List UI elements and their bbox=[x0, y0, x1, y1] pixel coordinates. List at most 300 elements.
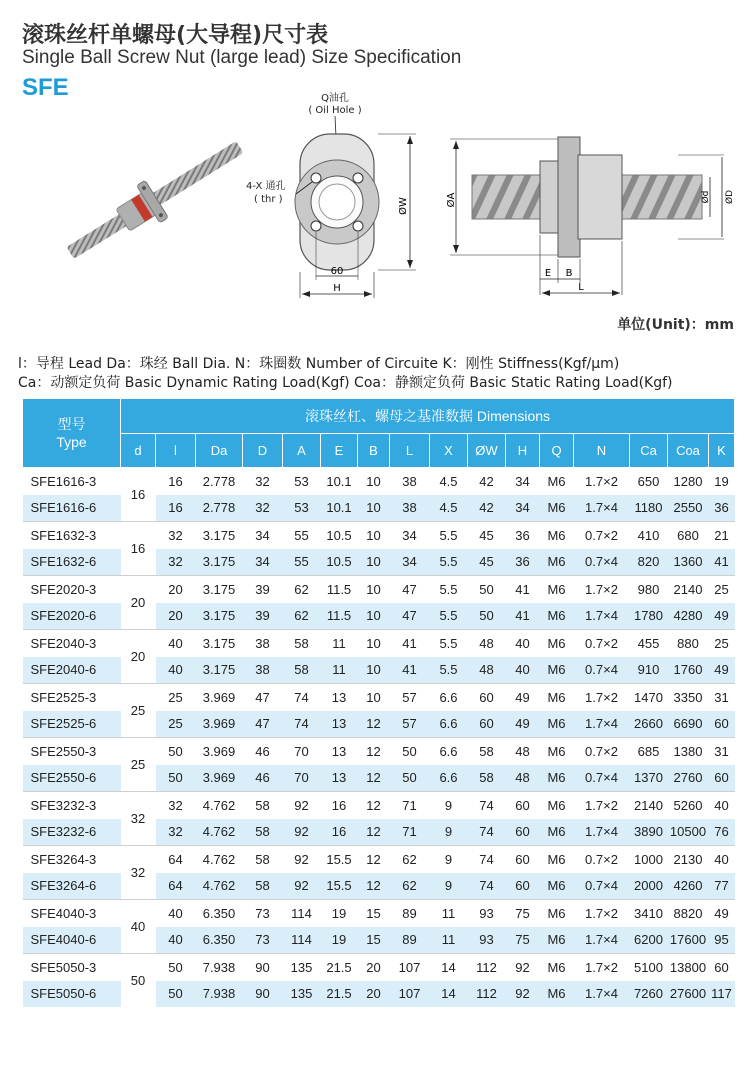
value-cell-a: 55 bbox=[283, 522, 321, 549]
table-row bbox=[23, 576, 735, 603]
type-header: 型号 Type bbox=[23, 399, 121, 468]
value-cell-q: M6 bbox=[540, 468, 574, 495]
value-cell-w: 60 bbox=[468, 684, 506, 711]
value-cell-coa: 1280 bbox=[668, 468, 709, 495]
value-cell-e: 16 bbox=[321, 819, 358, 846]
value-cell-l: 41 bbox=[390, 630, 430, 657]
value-cell-da: 3.175 bbox=[196, 522, 243, 549]
value-cell-q: M6 bbox=[540, 603, 574, 630]
value-cell-l: 32 bbox=[156, 549, 196, 576]
value-cell-x: 14 bbox=[430, 954, 468, 981]
value-cell-coa: 2550 bbox=[668, 495, 709, 522]
value-cell-b: 15 bbox=[358, 900, 390, 927]
column-header: K bbox=[709, 434, 735, 468]
type-cell: SFE4040-6 bbox=[23, 927, 121, 954]
table-row bbox=[23, 738, 735, 765]
column-header: X bbox=[430, 434, 468, 468]
value-cell-d: 38 bbox=[243, 657, 283, 684]
value-cell-h: 48 bbox=[506, 765, 540, 792]
column-header: Da bbox=[196, 434, 243, 468]
value-cell-k: 60 bbox=[709, 711, 735, 738]
value-cell-l: 40 bbox=[156, 900, 196, 927]
value-cell-b: 10 bbox=[358, 549, 390, 576]
value-cell-k: 60 bbox=[709, 765, 735, 792]
value-cell-l: 50 bbox=[390, 738, 430, 765]
column-header: L bbox=[390, 434, 430, 468]
value-cell-da: 3.175 bbox=[196, 603, 243, 630]
value-cell-k: 41 bbox=[709, 549, 735, 576]
value-cell-d: 58 bbox=[243, 873, 283, 900]
nut-side-view-drawing bbox=[440, 125, 740, 305]
value-cell-da: 7.938 bbox=[196, 981, 243, 1008]
value-cell-q: M6 bbox=[540, 846, 574, 873]
value-cell-x: 5.5 bbox=[430, 549, 468, 576]
value-cell-q: M6 bbox=[540, 873, 574, 900]
value-cell-d: 90 bbox=[243, 981, 283, 1008]
value-cell-da: 3.969 bbox=[196, 765, 243, 792]
column-header: A bbox=[283, 434, 321, 468]
diameter-cell: 32 bbox=[121, 846, 156, 900]
value-cell-d: 34 bbox=[243, 549, 283, 576]
value-cell-l: 25 bbox=[156, 684, 196, 711]
value-cell-b: 12 bbox=[358, 846, 390, 873]
value-cell-k: 31 bbox=[709, 684, 735, 711]
value-cell-x: 6.6 bbox=[430, 684, 468, 711]
type-cell: SFE3264-6 bbox=[23, 873, 121, 900]
value-cell-k: 49 bbox=[709, 900, 735, 927]
value-cell-da: 3.175 bbox=[196, 657, 243, 684]
type-cell: SFE5050-3 bbox=[23, 954, 121, 981]
thru-hole-label-en: ( thr ) bbox=[254, 194, 283, 205]
value-cell-a: 135 bbox=[283, 954, 321, 981]
value-cell-a: 58 bbox=[283, 630, 321, 657]
value-cell-da: 2.778 bbox=[196, 495, 243, 522]
value-cell-l: 62 bbox=[390, 846, 430, 873]
value-cell-d: 73 bbox=[243, 900, 283, 927]
value-cell-a: 70 bbox=[283, 765, 321, 792]
value-cell-k: 76 bbox=[709, 819, 735, 846]
value-cell-n: 1.7×4 bbox=[574, 603, 630, 630]
value-cell-l: 41 bbox=[390, 657, 430, 684]
diameter-cell: 32 bbox=[121, 792, 156, 846]
value-cell-da: 6.350 bbox=[196, 927, 243, 954]
value-cell-w: 93 bbox=[468, 927, 506, 954]
value-cell-n: 1.7×4 bbox=[574, 927, 630, 954]
type-cell: SFE2525-6 bbox=[23, 711, 121, 738]
value-cell-l: 47 bbox=[390, 603, 430, 630]
value-cell-n: 0.7×2 bbox=[574, 738, 630, 765]
column-header: N bbox=[574, 434, 630, 468]
legend bbox=[18, 355, 673, 393]
value-cell-w: 58 bbox=[468, 765, 506, 792]
value-cell-h: 92 bbox=[506, 954, 540, 981]
value-cell-k: 25 bbox=[709, 576, 735, 603]
value-cell-l: 32 bbox=[156, 819, 196, 846]
value-cell-k: 77 bbox=[709, 873, 735, 900]
value-cell-a: 53 bbox=[283, 468, 321, 495]
value-cell-coa: 3350 bbox=[668, 684, 709, 711]
value-cell-w: 50 bbox=[468, 603, 506, 630]
value-cell-n: 0.7×2 bbox=[574, 630, 630, 657]
value-cell-e: 11.5 bbox=[321, 576, 358, 603]
value-cell-d: 73 bbox=[243, 927, 283, 954]
value-cell-q: M6 bbox=[540, 900, 574, 927]
value-cell-e: 10.5 bbox=[321, 522, 358, 549]
value-cell-n: 1.7×2 bbox=[574, 900, 630, 927]
column-header: D bbox=[243, 434, 283, 468]
value-cell-ca: 1780 bbox=[630, 603, 668, 630]
value-cell-ca: 650 bbox=[630, 468, 668, 495]
value-cell-l: 64 bbox=[156, 873, 196, 900]
type-cell: SFE3264-3 bbox=[23, 846, 121, 873]
value-cell-b: 12 bbox=[358, 819, 390, 846]
value-cell-h: 60 bbox=[506, 873, 540, 900]
value-cell-k: 49 bbox=[709, 603, 735, 630]
value-cell-a: 58 bbox=[283, 657, 321, 684]
value-cell-e: 16 bbox=[321, 792, 358, 819]
value-cell-l: 50 bbox=[390, 765, 430, 792]
value-cell-l: 50 bbox=[156, 765, 196, 792]
value-cell-d: 39 bbox=[243, 576, 283, 603]
value-cell-d: 32 bbox=[243, 468, 283, 495]
value-cell-e: 11.5 bbox=[321, 603, 358, 630]
value-cell-l: 57 bbox=[390, 684, 430, 711]
value-cell-h: 36 bbox=[506, 522, 540, 549]
value-cell-b: 10 bbox=[358, 630, 390, 657]
value-cell-n: 0.7×4 bbox=[574, 549, 630, 576]
value-cell-q: M6 bbox=[540, 927, 574, 954]
value-cell-e: 21.5 bbox=[321, 954, 358, 981]
type-cell: SFE3232-3 bbox=[23, 792, 121, 819]
value-cell-ca: 910 bbox=[630, 657, 668, 684]
value-cell-w: 74 bbox=[468, 846, 506, 873]
table-row bbox=[23, 468, 735, 495]
type-cell: SFE2020-6 bbox=[23, 603, 121, 630]
value-cell-coa: 4280 bbox=[668, 603, 709, 630]
value-cell-l: 57 bbox=[390, 711, 430, 738]
dim-e-label: E bbox=[544, 268, 552, 279]
value-cell-q: M6 bbox=[540, 522, 574, 549]
value-cell-da: 7.938 bbox=[196, 954, 243, 981]
value-cell-ca: 1000 bbox=[630, 846, 668, 873]
value-cell-l: 40 bbox=[156, 657, 196, 684]
value-cell-w: 42 bbox=[468, 468, 506, 495]
value-cell-n: 1.7×4 bbox=[574, 495, 630, 522]
value-cell-q: M6 bbox=[540, 549, 574, 576]
value-cell-b: 10 bbox=[358, 684, 390, 711]
legend-line-2: Ca：动额定负荷 Basic Dynamic Rating Load(Kgf) Coa：静额定负荷 Basic Static Rating Load(Kgf) bbox=[18, 375, 673, 391]
value-cell-x: 9 bbox=[430, 873, 468, 900]
value-cell-n: 0.7×4 bbox=[574, 873, 630, 900]
value-cell-da: 3.969 bbox=[196, 684, 243, 711]
value-cell-a: 92 bbox=[283, 846, 321, 873]
value-cell-da: 3.175 bbox=[196, 630, 243, 657]
value-cell-n: 1.7×2 bbox=[574, 684, 630, 711]
value-cell-q: M6 bbox=[540, 657, 574, 684]
value-cell-b: 20 bbox=[358, 954, 390, 981]
dim-D-label: ØD bbox=[725, 189, 735, 205]
value-cell-ca: 1370 bbox=[630, 765, 668, 792]
value-cell-b: 12 bbox=[358, 765, 390, 792]
value-cell-x: 14 bbox=[430, 981, 468, 1008]
value-cell-ca: 7260 bbox=[630, 981, 668, 1008]
value-cell-e: 10.1 bbox=[321, 495, 358, 522]
value-cell-w: 74 bbox=[468, 873, 506, 900]
value-cell-h: 40 bbox=[506, 630, 540, 657]
value-cell-d: 32 bbox=[243, 495, 283, 522]
value-cell-h: 40 bbox=[506, 657, 540, 684]
value-cell-d: 90 bbox=[243, 954, 283, 981]
value-cell-l: 38 bbox=[390, 468, 430, 495]
value-cell-n: 1.7×4 bbox=[574, 711, 630, 738]
value-cell-k: 31 bbox=[709, 738, 735, 765]
value-cell-d: 46 bbox=[243, 738, 283, 765]
value-cell-coa: 2140 bbox=[668, 576, 709, 603]
value-cell-h: 92 bbox=[506, 981, 540, 1008]
value-cell-ca: 3410 bbox=[630, 900, 668, 927]
value-cell-l: 20 bbox=[156, 603, 196, 630]
value-cell-l: 107 bbox=[390, 981, 430, 1008]
value-cell-ca: 5100 bbox=[630, 954, 668, 981]
value-cell-ca: 980 bbox=[630, 576, 668, 603]
value-cell-q: M6 bbox=[540, 576, 574, 603]
value-cell-b: 10 bbox=[358, 657, 390, 684]
value-cell-h: 41 bbox=[506, 576, 540, 603]
value-cell-b: 12 bbox=[358, 873, 390, 900]
value-cell-x: 6.6 bbox=[430, 738, 468, 765]
dim-b-label: B bbox=[565, 268, 573, 279]
value-cell-a: 62 bbox=[283, 603, 321, 630]
value-cell-n: 1.7×2 bbox=[574, 792, 630, 819]
value-cell-e: 11 bbox=[321, 630, 358, 657]
type-cell: SFE1632-3 bbox=[23, 522, 121, 549]
value-cell-x: 5.5 bbox=[430, 522, 468, 549]
value-cell-l: 25 bbox=[156, 711, 196, 738]
value-cell-w: 74 bbox=[468, 792, 506, 819]
value-cell-b: 12 bbox=[358, 711, 390, 738]
value-cell-l: 71 bbox=[390, 792, 430, 819]
unit-label: 单位(Unit)：mm bbox=[617, 317, 734, 333]
value-cell-d: 58 bbox=[243, 846, 283, 873]
column-header: H bbox=[506, 434, 540, 468]
column-header: ØW bbox=[468, 434, 506, 468]
value-cell-x: 4.5 bbox=[430, 468, 468, 495]
type-cell: SFE2550-3 bbox=[23, 738, 121, 765]
table-row bbox=[23, 630, 735, 657]
value-cell-da: 4.762 bbox=[196, 819, 243, 846]
model-code: SFE bbox=[22, 74, 69, 101]
value-cell-d: 58 bbox=[243, 792, 283, 819]
value-cell-k: 21 bbox=[709, 522, 735, 549]
type-cell: SFE2020-3 bbox=[23, 576, 121, 603]
column-header: Q bbox=[540, 434, 574, 468]
value-cell-da: 3.969 bbox=[196, 738, 243, 765]
value-cell-q: M6 bbox=[540, 738, 574, 765]
value-cell-h: 75 bbox=[506, 927, 540, 954]
value-cell-ca: 410 bbox=[630, 522, 668, 549]
type-cell: SFE1632-6 bbox=[23, 549, 121, 576]
value-cell-x: 6.6 bbox=[430, 711, 468, 738]
value-cell-d: 58 bbox=[243, 819, 283, 846]
type-cell: SFE1616-6 bbox=[23, 495, 121, 522]
value-cell-h: 75 bbox=[506, 900, 540, 927]
dim-a-label: ØA bbox=[446, 192, 457, 208]
value-cell-ca: 820 bbox=[630, 549, 668, 576]
value-cell-h: 49 bbox=[506, 684, 540, 711]
value-cell-d: 34 bbox=[243, 522, 283, 549]
value-cell-x: 5.5 bbox=[430, 630, 468, 657]
dim-w-label: ØW bbox=[398, 197, 409, 215]
value-cell-e: 13 bbox=[321, 738, 358, 765]
value-cell-x: 6.6 bbox=[430, 765, 468, 792]
value-cell-ca: 1470 bbox=[630, 684, 668, 711]
column-header: Coa bbox=[668, 434, 709, 468]
value-cell-e: 13 bbox=[321, 684, 358, 711]
value-cell-e: 11 bbox=[321, 657, 358, 684]
value-cell-coa: 1760 bbox=[668, 657, 709, 684]
diameter-cell: 40 bbox=[121, 900, 156, 954]
value-cell-h: 49 bbox=[506, 711, 540, 738]
value-cell-da: 3.175 bbox=[196, 576, 243, 603]
value-cell-b: 12 bbox=[358, 792, 390, 819]
value-cell-w: 42 bbox=[468, 495, 506, 522]
value-cell-ca: 3890 bbox=[630, 819, 668, 846]
type-cell: SFE1616-3 bbox=[23, 468, 121, 495]
value-cell-b: 10 bbox=[358, 495, 390, 522]
value-cell-h: 60 bbox=[506, 819, 540, 846]
value-cell-n: 1.7×2 bbox=[574, 576, 630, 603]
value-cell-q: M6 bbox=[540, 684, 574, 711]
value-cell-l: 34 bbox=[390, 522, 430, 549]
value-cell-a: 70 bbox=[283, 738, 321, 765]
value-cell-da: 4.762 bbox=[196, 873, 243, 900]
value-cell-h: 34 bbox=[506, 468, 540, 495]
value-cell-a: 114 bbox=[283, 900, 321, 927]
value-cell-l: 32 bbox=[156, 792, 196, 819]
value-cell-w: 50 bbox=[468, 576, 506, 603]
value-cell-n: 0.7×2 bbox=[574, 846, 630, 873]
dim-h-label: H bbox=[333, 283, 341, 294]
value-cell-l: 71 bbox=[390, 819, 430, 846]
value-cell-l: 16 bbox=[156, 468, 196, 495]
value-cell-coa: 2130 bbox=[668, 846, 709, 873]
column-header: E bbox=[321, 434, 358, 468]
value-cell-a: 135 bbox=[283, 981, 321, 1008]
diameter-cell: 16 bbox=[121, 522, 156, 576]
value-cell-n: 0.7×4 bbox=[574, 765, 630, 792]
table-body bbox=[23, 468, 735, 1008]
value-cell-coa: 10500 bbox=[668, 819, 709, 846]
value-cell-k: 25 bbox=[709, 630, 735, 657]
value-cell-da: 2.778 bbox=[196, 468, 243, 495]
value-cell-coa: 13800 bbox=[668, 954, 709, 981]
value-cell-h: 36 bbox=[506, 549, 540, 576]
column-header-row bbox=[23, 434, 735, 468]
value-cell-a: 62 bbox=[283, 576, 321, 603]
value-cell-w: 48 bbox=[468, 657, 506, 684]
dim-60-label: 60 bbox=[330, 266, 344, 277]
value-cell-d: 38 bbox=[243, 630, 283, 657]
value-cell-x: 9 bbox=[430, 819, 468, 846]
value-cell-w: 45 bbox=[468, 522, 506, 549]
value-cell-l: 20 bbox=[156, 576, 196, 603]
value-cell-n: 1.7×4 bbox=[574, 981, 630, 1008]
value-cell-da: 3.175 bbox=[196, 549, 243, 576]
value-cell-coa: 5260 bbox=[668, 792, 709, 819]
value-cell-e: 13 bbox=[321, 711, 358, 738]
value-cell-da: 3.969 bbox=[196, 711, 243, 738]
ball-screw-photo bbox=[60, 130, 250, 270]
value-cell-e: 15.5 bbox=[321, 873, 358, 900]
diameter-cell: 20 bbox=[121, 576, 156, 630]
value-cell-a: 53 bbox=[283, 495, 321, 522]
value-cell-b: 10 bbox=[358, 468, 390, 495]
value-cell-e: 10.1 bbox=[321, 468, 358, 495]
value-cell-l: 47 bbox=[390, 576, 430, 603]
value-cell-ca: 2000 bbox=[630, 873, 668, 900]
value-cell-da: 6.350 bbox=[196, 900, 243, 927]
value-cell-coa: 6690 bbox=[668, 711, 709, 738]
type-cell: SFE2550-6 bbox=[23, 765, 121, 792]
value-cell-h: 34 bbox=[506, 495, 540, 522]
value-cell-x: 5.5 bbox=[430, 576, 468, 603]
value-cell-e: 19 bbox=[321, 927, 358, 954]
value-cell-w: 112 bbox=[468, 981, 506, 1008]
value-cell-q: M6 bbox=[540, 711, 574, 738]
diameter-cell: 25 bbox=[121, 738, 156, 792]
value-cell-coa: 680 bbox=[668, 522, 709, 549]
value-cell-l: 40 bbox=[156, 927, 196, 954]
value-cell-coa: 2760 bbox=[668, 765, 709, 792]
value-cell-l: 38 bbox=[390, 495, 430, 522]
table-row bbox=[23, 792, 735, 819]
value-cell-w: 74 bbox=[468, 819, 506, 846]
value-cell-b: 20 bbox=[358, 981, 390, 1008]
value-cell-e: 15.5 bbox=[321, 846, 358, 873]
dim-d-label: Ød bbox=[701, 190, 711, 204]
value-cell-a: 92 bbox=[283, 873, 321, 900]
value-cell-a: 74 bbox=[283, 711, 321, 738]
value-cell-a: 92 bbox=[283, 792, 321, 819]
value-cell-x: 9 bbox=[430, 846, 468, 873]
value-cell-h: 60 bbox=[506, 846, 540, 873]
value-cell-q: M6 bbox=[540, 792, 574, 819]
value-cell-k: 36 bbox=[709, 495, 735, 522]
value-cell-q: M6 bbox=[540, 954, 574, 981]
value-cell-x: 5.5 bbox=[430, 657, 468, 684]
value-cell-d: 39 bbox=[243, 603, 283, 630]
value-cell-q: M6 bbox=[540, 819, 574, 846]
value-cell-x: 11 bbox=[430, 927, 468, 954]
value-cell-coa: 1380 bbox=[668, 738, 709, 765]
value-cell-x: 4.5 bbox=[430, 495, 468, 522]
table-row bbox=[23, 522, 735, 549]
value-cell-k: 40 bbox=[709, 846, 735, 873]
column-header: Ca bbox=[630, 434, 668, 468]
table-row bbox=[23, 684, 735, 711]
value-cell-l: 40 bbox=[156, 630, 196, 657]
value-cell-ca: 685 bbox=[630, 738, 668, 765]
table-row bbox=[23, 954, 735, 981]
value-cell-l: 62 bbox=[390, 873, 430, 900]
value-cell-h: 48 bbox=[506, 738, 540, 765]
type-cell: SFE3232-6 bbox=[23, 819, 121, 846]
dim-l-label: L bbox=[578, 282, 584, 293]
value-cell-k: 40 bbox=[709, 792, 735, 819]
column-header: l bbox=[156, 434, 196, 468]
value-cell-l: 50 bbox=[156, 738, 196, 765]
value-cell-da: 4.762 bbox=[196, 846, 243, 873]
